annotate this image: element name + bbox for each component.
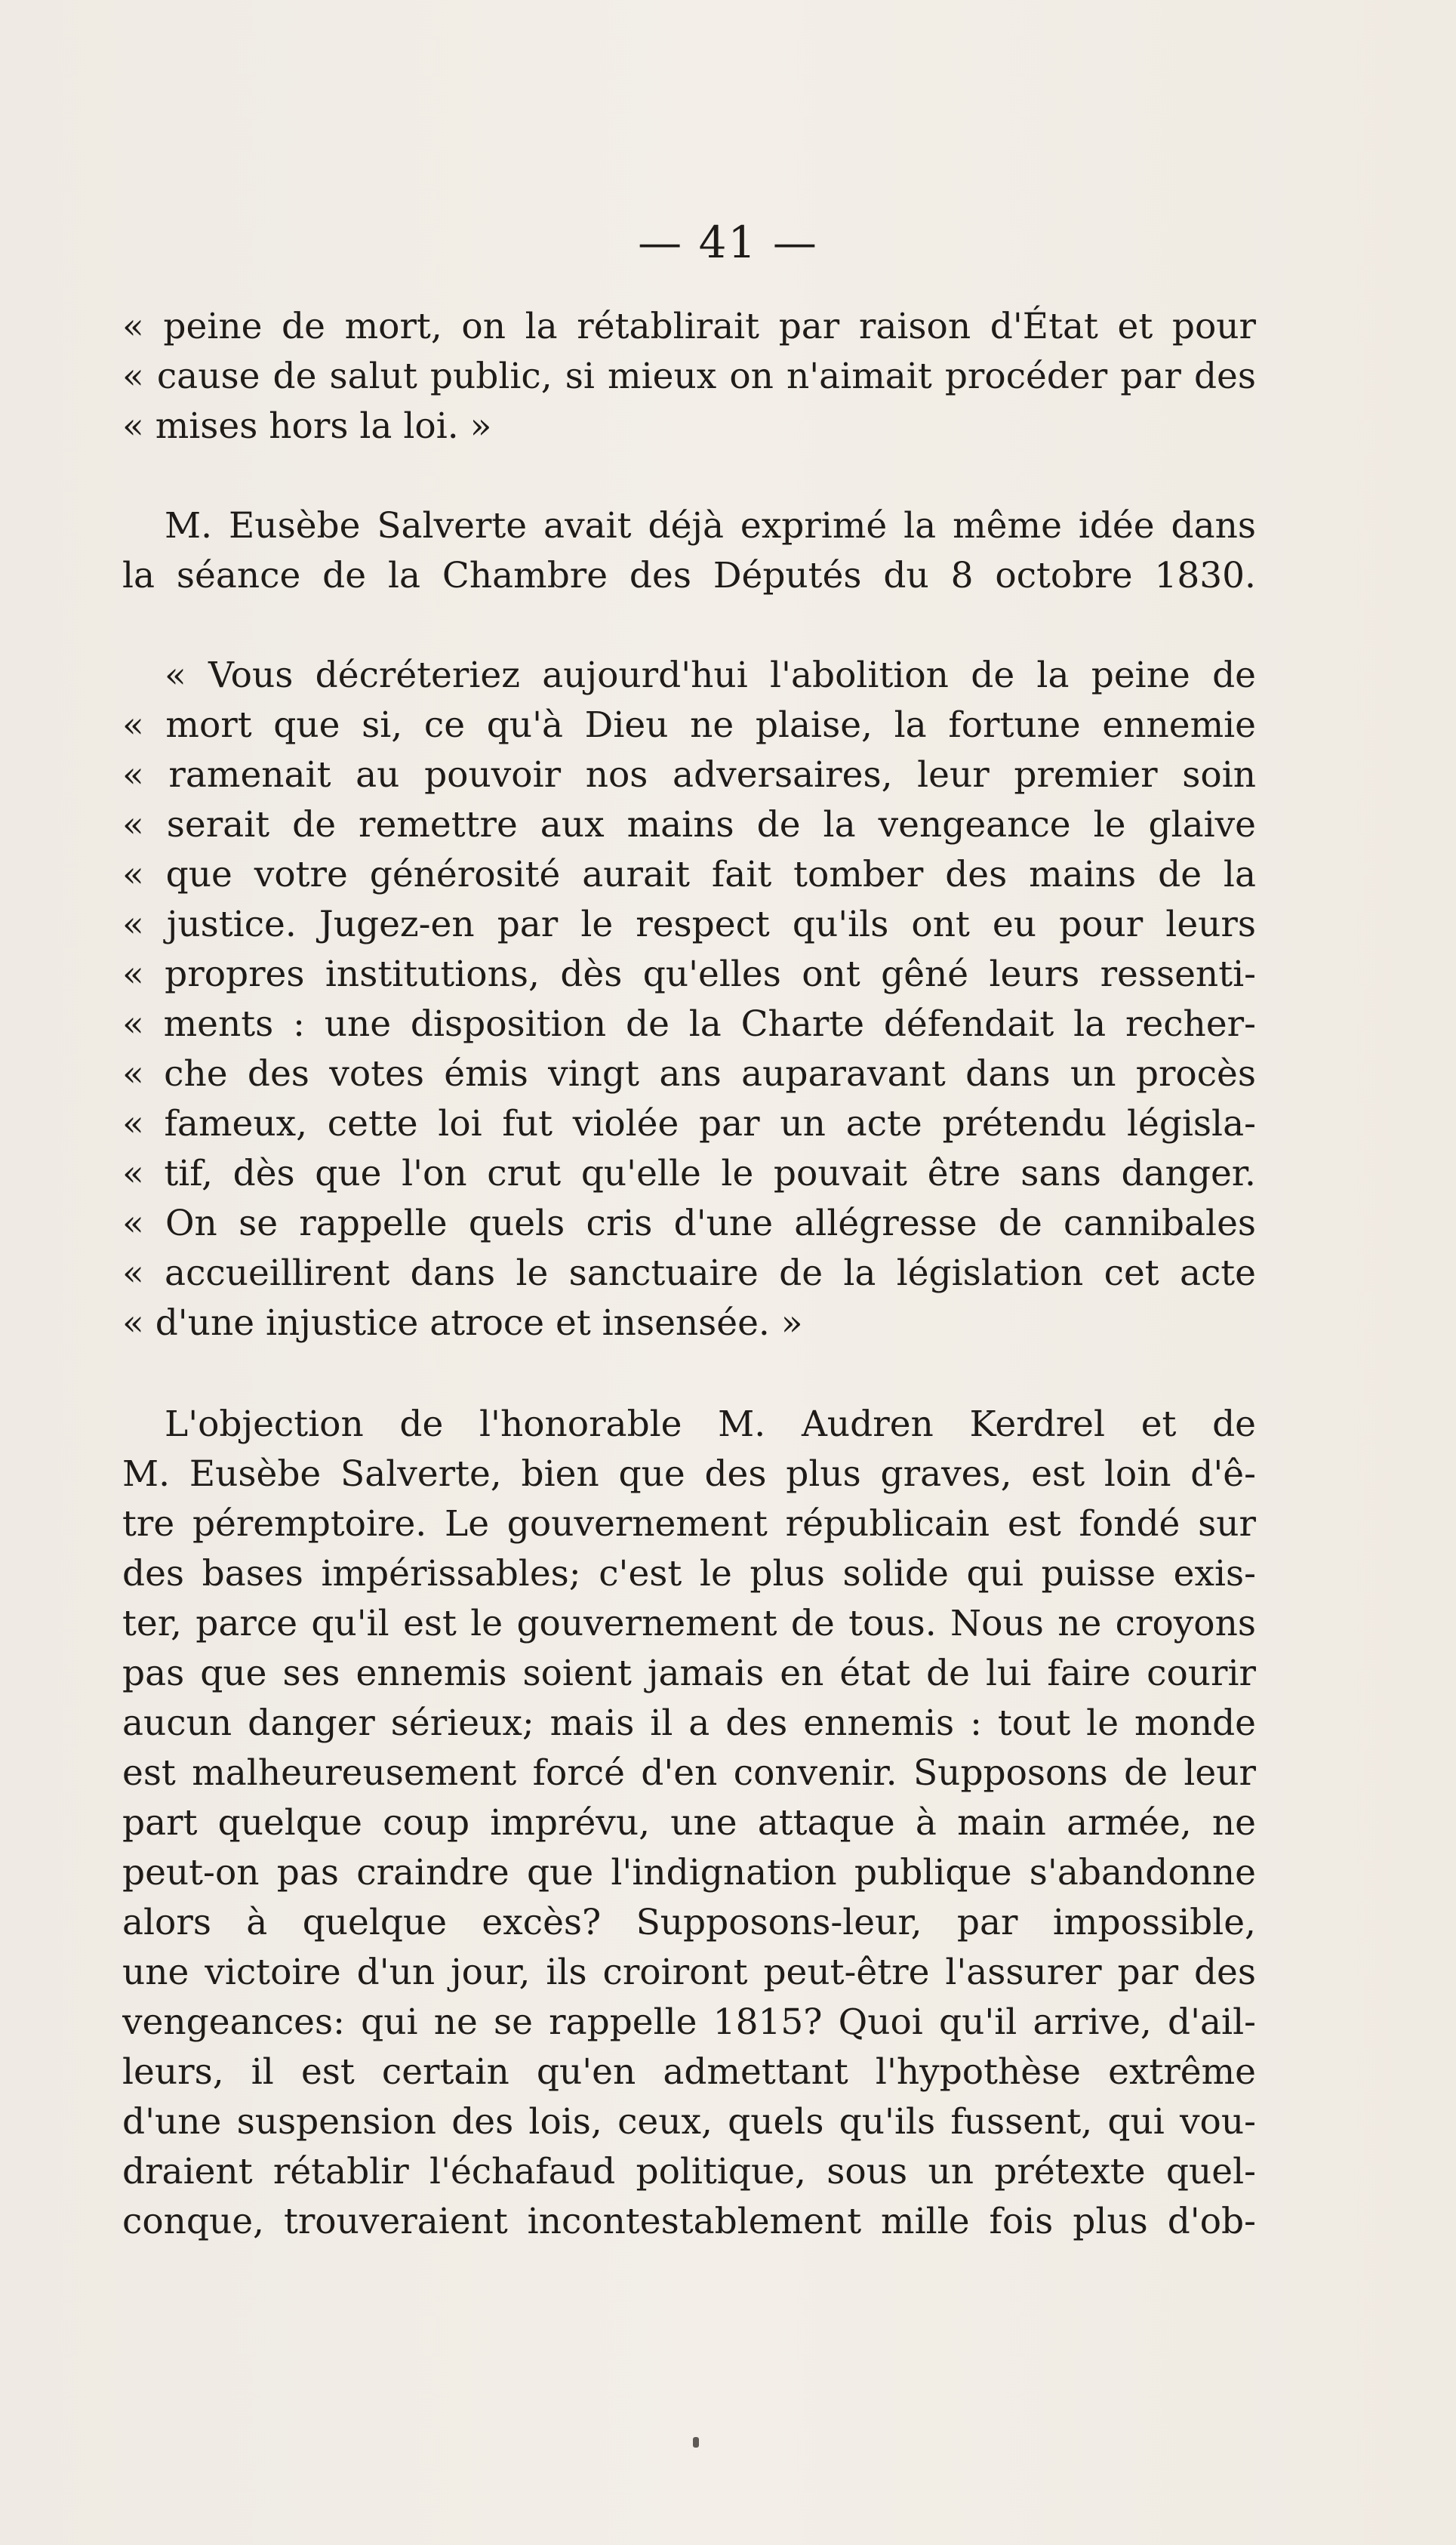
text-line: « accueillirent dans le sanctuaire de la législation cet acte [122,1252,1256,1294]
text-line: des bases impérissables; c'est le plus solide qui puisse exis- [122,1553,1256,1594]
text-line: ter, parce qu'il est le gouvernement de tous. Nous ne croyons [122,1603,1256,1644]
text-line: « propres institutions, dès qu'elles ont gêné leurs ressenti- [122,954,1256,995]
text-line: « On se rappelle quels cris d'une allégresse de cannibales [122,1203,1256,1244]
text-line: M. Eusèbe Salverte avait déjà exprimé la même idée dans [165,505,1256,547]
text-line: « che des votes émis vingt ans auparavant dans un procès [122,1053,1256,1095]
body-paragraph [122,1400,1256,2247]
quote-paragraph-2 [122,651,1256,1348]
text-line: conque, trouveraient incontestablement mille fois plus d'ob- [122,2201,1256,2242]
text-line: « ments : une disposition de la Charte défendait la recher- [122,1003,1256,1045]
text-line: M. Eusèbe Salverte, bien que des plus graves, est loin d'ê- [122,1453,1256,1495]
text-line: L'objection de l'honorable M. Audren Kerdrel et de [165,1403,1256,1445]
text-line: une victoire d'un jour, ils croiront peut-être l'assurer par des [122,1952,1256,1993]
text-line: vengeances: qui ne se rappelle 1815? Quoi qu'il arrive, d'ail- [122,2001,1256,2043]
text-line: part quelque coup imprévu, une attaque à main armée, ne [122,1802,1256,1844]
text-line: leurs, il est certain qu'en admettant l'hypothèse extrême [122,2051,1256,2093]
quote-paragraph-1 [122,302,1256,451]
text-line: « serait de remettre aux mains de la vengeance le glaive [122,804,1256,846]
text-line: « Vous décréteriez aujourd'hui l'abolition de la peine de [165,655,1256,696]
text-line: « mises hors la loi. » [122,405,492,447]
text-line: « d'une injustice atroce et insensée. » [122,1302,803,1344]
text-line: « justice. Jugez-en par le respect qu'ils ont eu pour leurs [122,904,1256,945]
page-number: — 41 — [638,217,818,268]
text-line: « peine de mort, on la rétablirait par raison d'État et pour [122,306,1256,347]
text-line: la séance de la Chambre des Députés du 8 octobre 1830. [122,555,1256,596]
intro-paragraph [122,501,1256,601]
text-line: pas que ses ennemis soient jamais en état de lui faire courir [122,1653,1256,1694]
text-line: « ramenait au pouvoir nos adversaires, leur premier soin [122,754,1256,796]
text-line: d'une suspension des lois, ceux, quels qu'ils fussent, qui vou- [122,2101,1256,2143]
page-mark [693,2437,699,2448]
text-line: « fameux, cette loi fut violée par un acte prétendu législa- [122,1103,1256,1145]
text-line: est malheureusement forcé d'en convenir. Supposons de leur [122,1752,1256,1794]
text-line: « mort que si, ce qu'à Dieu ne plaise, la fortune ennemie [122,704,1256,746]
text-line: « cause de salut public, si mieux on n'aimait procéder par des [122,356,1256,397]
text-line: peut-on pas craindre que l'indignation publique s'abandonne [122,1852,1256,1893]
text-line: « que votre générosité aurait fait tomber des mains de la [122,854,1256,895]
text-line: aucun danger sérieux; mais il a des ennemis : tout le monde [122,1702,1256,1744]
text-line: alors à quelque excès? Supposons-leur, par impossible, [122,1902,1256,1943]
text-line: draient rétablir l'échafaud politique, sous un prétexte quel- [122,2151,1256,2192]
text-line: tre péremptoire. Le gouvernement républicain est fondé sur [122,1503,1256,1545]
text-line: « tif, dès que l'on crut qu'elle le pouvait être sans danger. [122,1153,1256,1194]
